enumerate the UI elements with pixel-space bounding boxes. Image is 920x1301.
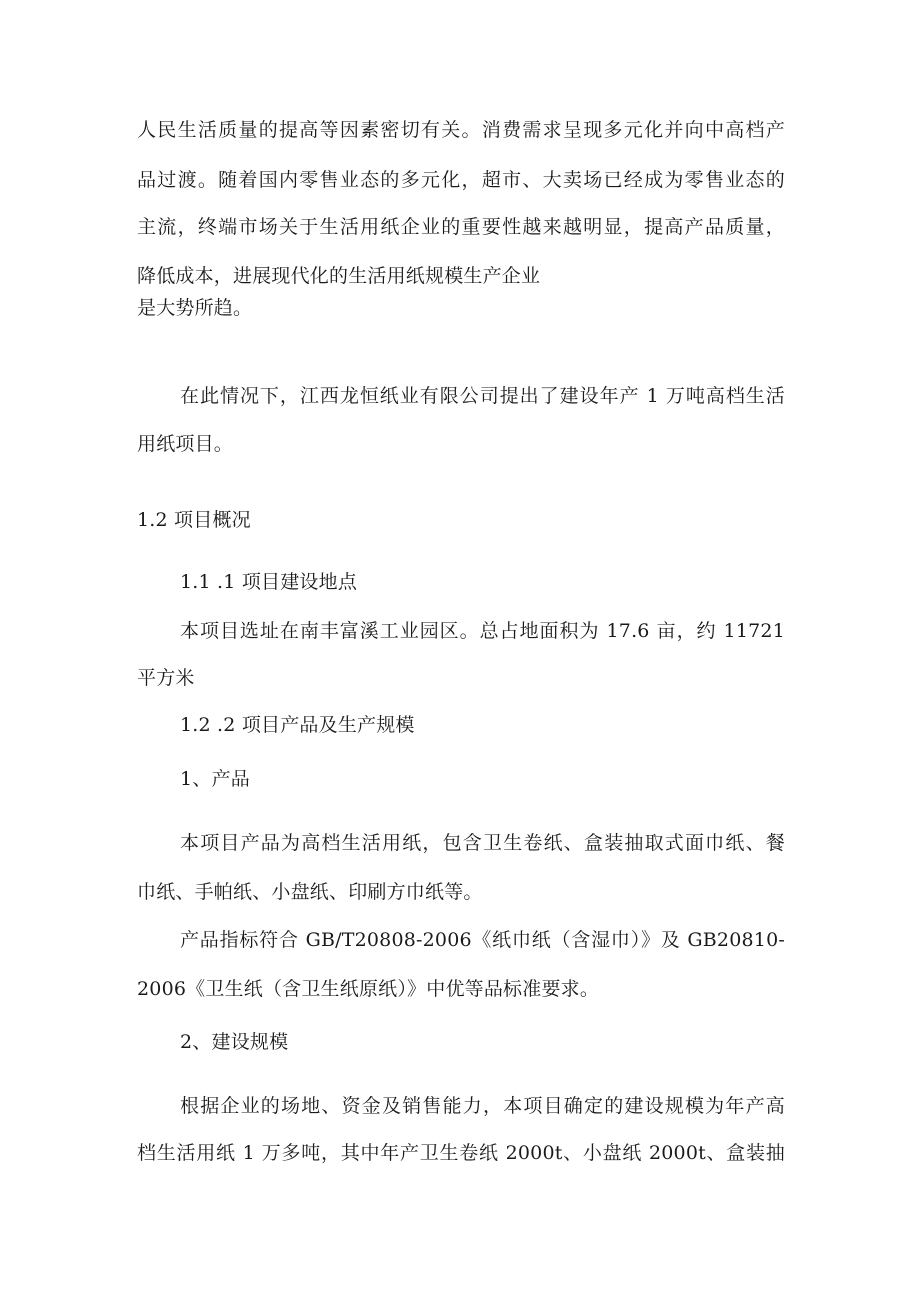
paragraph-line: 本项目选址在南丰富溪工业园区。总占地面积为 17.6 亩，约 11721 — [180, 620, 785, 642]
paragraph-line: 品过渡。随着国内零售业态的多元化，超市、大卖场已经成为零售业态的 — [137, 169, 785, 191]
paragraph-line: 主流，终端市场关于生活用纸企业的重要性越来越明显，提高产品质量， — [137, 216, 785, 238]
paragraph-line: 产品指标符合 GB/T20808-2006《纸巾纸（含湿巾）》及 GB20810- — [180, 929, 785, 951]
paragraph-line: 档生活用纸 1 万多吨，其中年产卫生卷纸 2000t、小盘纸 2000t、盒装抽 — [137, 1142, 785, 1164]
paragraph-line: 平方米 — [137, 667, 195, 689]
section-heading: 1.2 项目概况 — [137, 509, 251, 531]
paragraph-line: 用纸项目。 — [137, 433, 234, 455]
paragraph-line: 2006《卫生纸（含卫生纸原纸）》中优等品标准要求。 — [137, 978, 600, 1000]
paragraph-line: 是大势所趋。 — [137, 297, 253, 319]
paragraph-line: 人民生活质量的提高等因素密切有关。消费需求呈现多元化并向中高档产 — [137, 119, 785, 141]
paragraph-line: 巾纸、手帕纸、小盘纸、印刷方巾纸等。 — [137, 881, 483, 903]
subsection-heading: 1.1 .1 项目建设地点 — [180, 571, 358, 593]
paragraph-line: 在此情况下，江西龙恒纸业有限公司提出了建设年产 1 万吨高档生活 — [180, 385, 785, 407]
subsection-heading: 1.2 .2 项目产品及生产规模 — [180, 714, 415, 736]
item-heading: 2、建设规模 — [180, 1031, 289, 1053]
paragraph-line: 根据企业的场地、资金及销售能力，本项目确定的建设规模为年产高 — [180, 1095, 785, 1117]
item-heading: 1、产品 — [180, 768, 250, 790]
paragraph-line: 本项目产品为高档生活用纸，包含卫生卷纸、盒装抽取式面巾纸、餐 — [180, 832, 785, 854]
paragraph-line: 降低成本，进展现代化的生活用纸规模生产企业 — [137, 265, 541, 287]
